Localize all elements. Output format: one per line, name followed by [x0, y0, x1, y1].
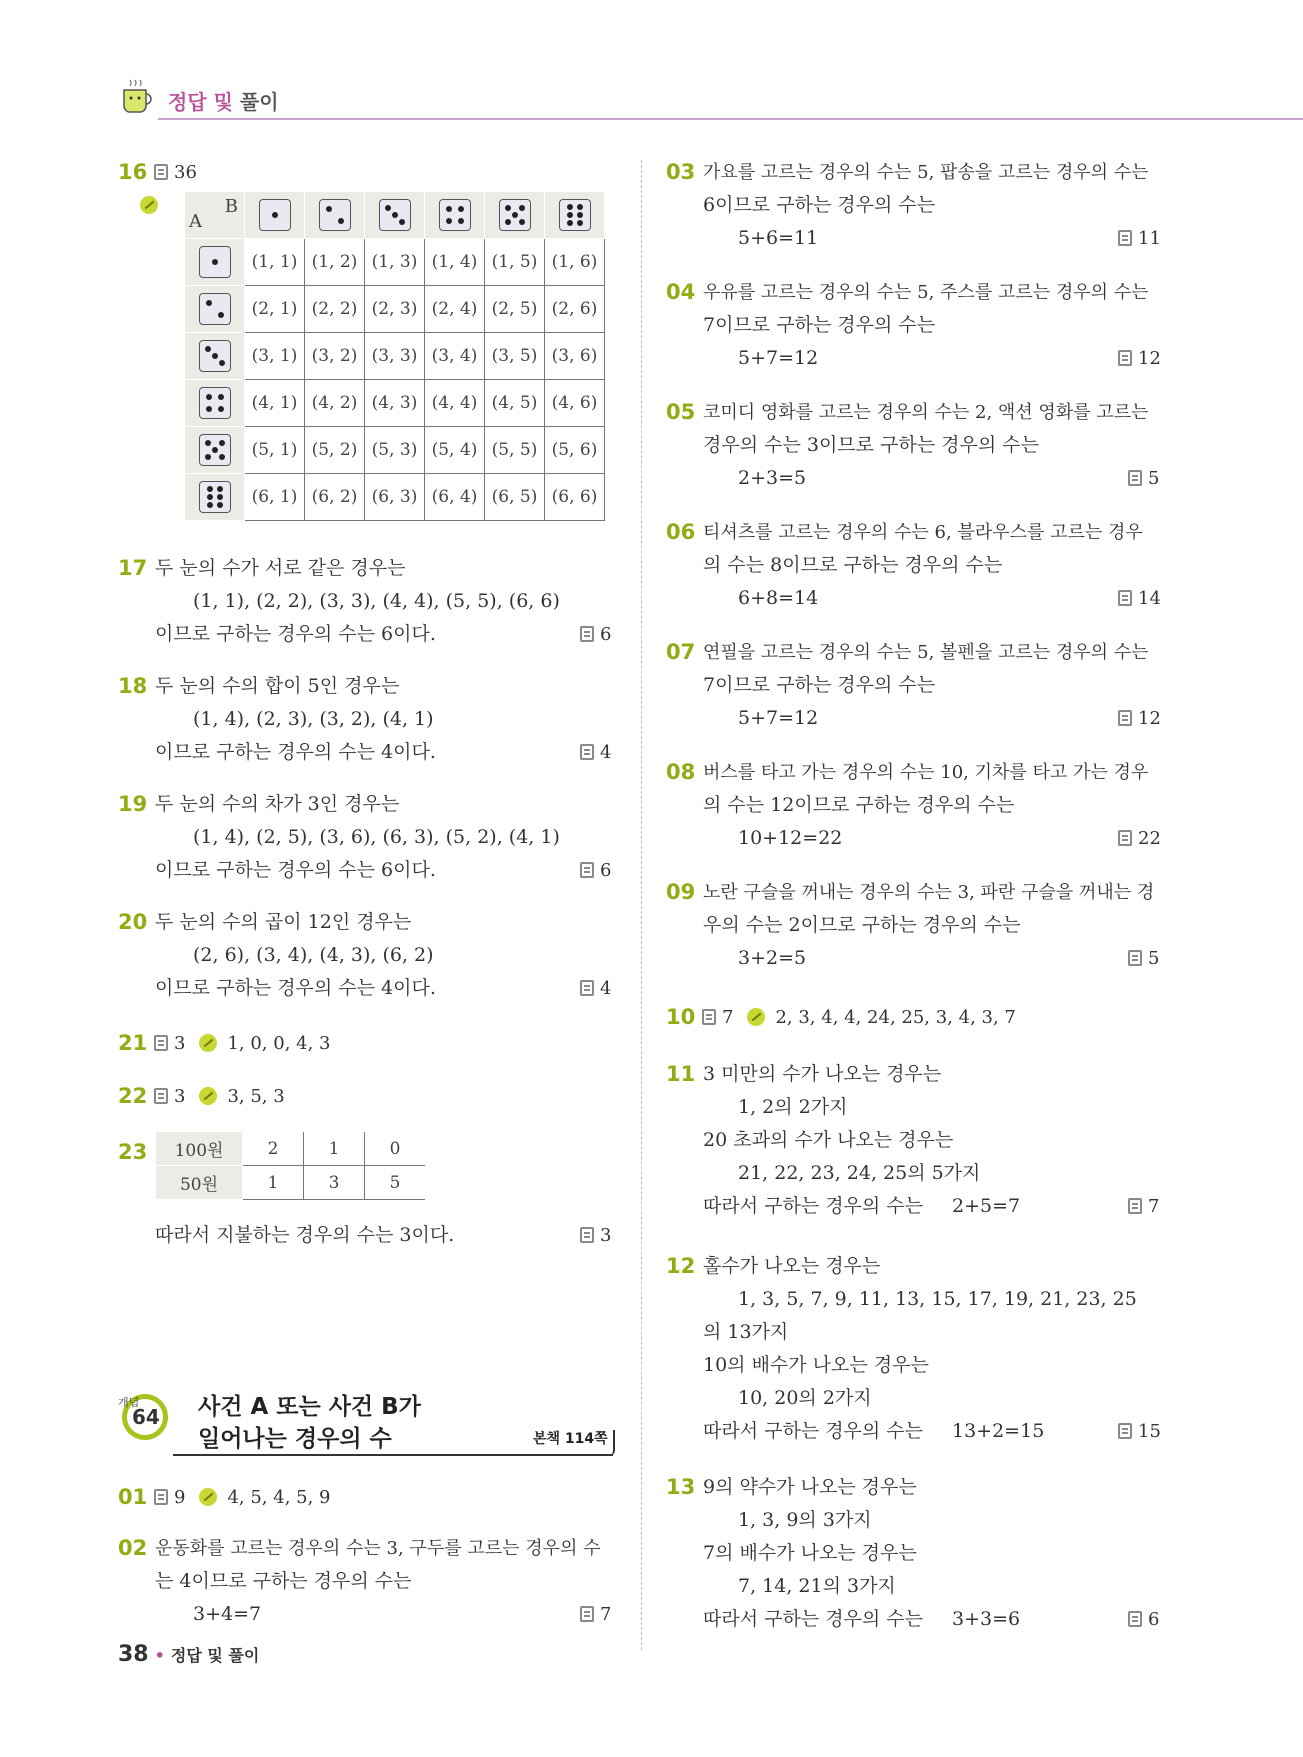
answer [580, 1219, 611, 1252]
answer-value: 7 [1148, 1196, 1160, 1217]
cup-icon [118, 76, 158, 116]
problem-number: 12 [666, 1254, 696, 1278]
die-1-icon [199, 246, 231, 278]
table-cell: (1, 3) [365, 239, 425, 286]
problem-number: 19 [118, 792, 148, 816]
col-header [305, 192, 365, 239]
concept-heading [118, 1380, 613, 1450]
problem-text: 7이므로 구하는 경우의 수는 [703, 314, 936, 336]
table-cell: (4, 5) [485, 380, 545, 427]
concept-label: 개념 [118, 1396, 140, 1409]
problem-text: 홀수가 나오는 경우는 [703, 1255, 881, 1277]
solution-work: 3, 5, 3 [227, 1086, 285, 1107]
problem-number: 23 [118, 1140, 148, 1164]
table-cell: 2 [243, 1132, 304, 1166]
equation: 3+2=5 [738, 947, 807, 969]
problem-13 [666, 1471, 1166, 1641]
header-title-part1: 정답 및 [168, 90, 233, 114]
die-6-icon [199, 481, 231, 513]
answer-icon [154, 1489, 168, 1505]
table-cell: (6, 2) [305, 474, 365, 521]
problem-number: 21 [118, 1031, 148, 1055]
answer-value: 12 [1138, 708, 1161, 729]
problem-text: 따라서 구하는 경우의 수는 [703, 1608, 924, 1630]
table-cell: (5, 6) [545, 427, 605, 474]
answer-icon [1128, 1198, 1142, 1214]
answer [580, 1598, 611, 1631]
table-cell: (4, 4) [425, 380, 485, 427]
solution-pen-icon [747, 1008, 765, 1026]
problem-02 [118, 1532, 618, 1632]
problem-text: 1, 3, 5, 7, 9, 11, 13, 15, 17, 19, 21, 23, 25 [738, 1288, 1137, 1310]
problem-number: 07 [666, 640, 696, 664]
table-cell: 1 [304, 1132, 365, 1166]
table-cell: (3, 6) [545, 333, 605, 380]
table-cell: (5, 3) [365, 427, 425, 474]
equation: 3+3=6 [952, 1608, 1021, 1630]
equation: 10+12=22 [738, 827, 843, 849]
table-cell: (4, 1) [245, 380, 305, 427]
table-cell: (6, 1) [245, 474, 305, 521]
answer [1118, 702, 1161, 735]
problem-number: 22 [118, 1084, 148, 1108]
coin-table [155, 1132, 425, 1200]
problem-text: 의 수는 12이므로 구하는 경우의 수는 [703, 794, 1015, 816]
answer-value: 6 [1148, 1609, 1160, 1630]
answer [1128, 1190, 1159, 1223]
problem-text: (1, 4), (2, 5), (3, 6), (6, 3), (5, 2), (4, 1) [193, 826, 560, 848]
table-cell: (6, 4) [425, 474, 485, 521]
table-cell: (1, 4) [425, 239, 485, 286]
answer-icon [1118, 830, 1132, 846]
concept-title-line1: 사건 A 또는 사건 B가 [198, 1394, 421, 1420]
header-rule [158, 118, 1303, 120]
table-cell: (5, 1) [245, 427, 305, 474]
problem-text: 두 눈의 수가 서로 같은 경우는 [155, 557, 406, 579]
table-cell: (6, 3) [365, 474, 425, 521]
problem-text: 이므로 구하는 경우의 수는 4이다. [155, 977, 436, 999]
problem-number: 08 [666, 760, 696, 784]
problem-text: 의 수는 8이므로 구하는 경우의 수는 [703, 554, 1003, 576]
problem-text: 버스를 타고 가는 경우의 수는 10, 기차를 타고 가는 경우 [703, 762, 1149, 783]
problem-03 [666, 156, 1166, 256]
problem-text: 우의 수는 2이므로 구하는 경우의 수는 [703, 914, 1021, 936]
problem-text: 가요를 고르는 경우의 수는 5, 팝송을 고르는 경우의 수는 [703, 162, 1149, 183]
page-number: 38 [118, 1642, 149, 1667]
textbook-reference: 본책 114쪽 [533, 1431, 608, 1447]
table-cell: (2, 3) [365, 286, 425, 333]
die-4-icon [439, 199, 471, 231]
problem-number: 04 [666, 280, 696, 304]
problem-number: 10 [666, 1005, 696, 1029]
corner-b-label: B [224, 196, 238, 217]
answer-value: 3 [174, 1086, 186, 1107]
answer-value: 36 [174, 162, 197, 183]
row-header [185, 427, 245, 474]
table-cell: (5, 4) [425, 427, 485, 474]
answer [1128, 462, 1159, 495]
problem-08 [666, 756, 1166, 856]
coin-label: 50원 [156, 1166, 243, 1200]
problem-text: 7, 14, 21의 3가지 [738, 1575, 896, 1597]
problem-text: 우유를 고르는 경우의 수는 5, 주스를 고르는 경우의 수는 [703, 282, 1149, 303]
coin-label: 100원 [156, 1132, 243, 1166]
problem-text: 1, 2의 2가지 [738, 1096, 848, 1118]
problem-number: 20 [118, 910, 148, 934]
answer [580, 854, 611, 887]
answer-icon [1118, 710, 1132, 726]
table-cell: (2, 2) [305, 286, 365, 333]
answer-icon [580, 862, 594, 878]
table-cell: 1 [243, 1166, 304, 1200]
answer [1118, 822, 1161, 855]
problem-17 [118, 552, 618, 652]
answer-icon [580, 744, 594, 760]
table-cell: (3, 5) [485, 333, 545, 380]
problem-text: 는 4이므로 구하는 경우의 수는 [155, 1570, 412, 1592]
answer-value: 6 [600, 624, 612, 645]
solution-work: 1, 0, 0, 4, 3 [227, 1033, 331, 1054]
concept-title-line2: 일어나는 경우의 수 [198, 1426, 392, 1452]
problem-text: 노란 구슬을 꺼내는 경우의 수는 3, 파란 구슬을 꺼내는 경 [703, 882, 1155, 903]
answer-value: 6 [600, 860, 612, 881]
row-header [185, 333, 245, 380]
problem-number: 03 [666, 160, 696, 184]
answer-value: 3 [174, 1033, 186, 1054]
problem-20 [118, 906, 618, 1006]
row-header [185, 239, 245, 286]
die-3-icon [199, 340, 231, 372]
row-header [185, 474, 245, 521]
problem-number: 09 [666, 880, 696, 904]
concept-bracket [609, 1430, 615, 1456]
table-cell: 5 [365, 1166, 426, 1200]
answer-icon [1128, 950, 1142, 966]
problem-number: 18 [118, 674, 148, 698]
problem-05 [666, 396, 1166, 496]
solution-work: 2, 3, 4, 4, 24, 25, 3, 4, 3, 7 [775, 1007, 1016, 1028]
die-5-icon [199, 434, 231, 466]
answer-value: 11 [1138, 228, 1161, 249]
answer-icon [1118, 1423, 1132, 1439]
col-header [365, 192, 425, 239]
table-cell: (2, 1) [245, 286, 305, 333]
problem-text: 두 눈의 수의 곱이 12인 경우는 [155, 911, 412, 933]
equation: 13+2=15 [952, 1420, 1045, 1442]
problem-number: 16 [118, 160, 148, 184]
problem-text: 연필을 고르는 경우의 수는 5, 볼펜을 고르는 경우의 수는 [703, 642, 1149, 663]
header-title-part2: 풀이 [239, 90, 279, 114]
die-4-icon [199, 387, 231, 419]
row-header [185, 286, 245, 333]
table-cell: (6, 6) [545, 474, 605, 521]
answer [154, 156, 197, 189]
answer-icon [1128, 470, 1142, 486]
problem-text: 이므로 구하는 경우의 수는 4이다. [155, 741, 436, 763]
problem-text: 따라서 지불하는 경우의 수는 3이다. [155, 1224, 455, 1246]
equation: 6+8=14 [738, 587, 819, 609]
problem-number: 06 [666, 520, 696, 544]
problem-text: 1, 3, 9의 3가지 [738, 1509, 872, 1531]
table-cell: (4, 3) [365, 380, 425, 427]
problem-07 [666, 636, 1166, 736]
answer-icon [1118, 350, 1132, 366]
dice-outcome-table [185, 192, 605, 521]
answer [580, 972, 611, 1005]
problem-number: 01 [118, 1485, 148, 1509]
table-cell: (6, 5) [485, 474, 545, 521]
problem-text: 이므로 구하는 경우의 수는 6이다. [155, 859, 436, 881]
table-cell: (3, 1) [245, 333, 305, 380]
die-1-icon [259, 199, 291, 231]
answer-value: 12 [1138, 348, 1161, 369]
answer [1128, 1603, 1159, 1636]
problem-text: (1, 1), (2, 2), (3, 3), (4, 4), (5, 5), (6, 6) [193, 590, 560, 612]
answer [1118, 222, 1161, 255]
answer [1118, 582, 1161, 615]
footer-bullet: • [154, 1646, 165, 1665]
problem-text: 경우의 수는 3이므로 구하는 경우의 수는 [703, 434, 1039, 456]
problem-06 [666, 516, 1166, 616]
solution-work: 4, 5, 4, 5, 9 [227, 1487, 331, 1508]
problem-text: 21, 22, 23, 24, 25의 5가지 [738, 1162, 981, 1184]
header-title [168, 86, 279, 115]
die-2-icon [199, 293, 231, 325]
problem-text: 이므로 구하는 경우의 수는 6이다. [155, 623, 436, 645]
answer-icon [1128, 1611, 1142, 1627]
die-5-icon [499, 199, 531, 231]
problem-18 [118, 670, 618, 770]
answer-value: 5 [1148, 468, 1160, 489]
problem-text: 운동화를 고르는 경우의 수는 3, 구두를 고르는 경우의 수 [155, 1538, 601, 1559]
table-corner [185, 192, 245, 239]
table-cell: (5, 2) [305, 427, 365, 474]
problem-number: 02 [118, 1536, 148, 1560]
problem-text: 10, 20의 2가지 [738, 1387, 872, 1409]
answer-icon [154, 164, 168, 180]
col-header [245, 192, 305, 239]
answer [154, 1027, 331, 1060]
answer-value: 9 [174, 1487, 186, 1508]
concept-underline [173, 1454, 613, 1456]
problem-12 [666, 1250, 1166, 1450]
table-cell: (3, 3) [365, 333, 425, 380]
answer [702, 1001, 1016, 1034]
column-divider [641, 160, 642, 1650]
problem-number: 13 [666, 1475, 696, 1499]
problem-number: 05 [666, 400, 696, 424]
problem-text: 20 초과의 수가 나오는 경우는 [703, 1129, 954, 1151]
equation: 5+7=12 [738, 707, 819, 729]
equation: 5+6=11 [738, 227, 819, 249]
table-cell: (5, 5) [485, 427, 545, 474]
answer-icon [580, 980, 594, 996]
answer-value: 7 [600, 1604, 612, 1625]
problem-19 [118, 788, 618, 888]
row-header [185, 380, 245, 427]
solution-pen-icon [140, 196, 158, 214]
problem-text: 9의 약수가 나오는 경우는 [703, 1476, 917, 1498]
die-6-icon [559, 199, 591, 231]
table-cell: (4, 6) [545, 380, 605, 427]
table-cell: (3, 4) [425, 333, 485, 380]
solution-pen-icon [199, 1488, 217, 1506]
table-cell: (1, 2) [305, 239, 365, 286]
problem-text: 두 눈의 수의 합이 5인 경우는 [155, 675, 400, 697]
col-header [485, 192, 545, 239]
answer-value: 3 [600, 1225, 612, 1246]
answer [1118, 342, 1161, 375]
problem-04 [666, 276, 1166, 376]
footer-label: 정답 및 풀이 [170, 1646, 260, 1665]
answer-icon [1118, 230, 1132, 246]
equation: 5+7=12 [738, 347, 819, 369]
problem-number: 11 [666, 1062, 696, 1086]
problem-text: 7의 배수가 나오는 경우는 [703, 1542, 917, 1564]
answer [1128, 942, 1159, 975]
answer-value: 7 [722, 1007, 734, 1028]
problem-text: 따라서 구하는 경우의 수는 [703, 1195, 924, 1217]
problem-text: 6이므로 구하는 경우의 수는 [703, 194, 936, 216]
page-footer [118, 1642, 259, 1667]
answer-icon [580, 1227, 594, 1243]
answer-value: 15 [1138, 1421, 1161, 1442]
solution-pen-icon [199, 1087, 217, 1105]
page-header [118, 76, 1303, 116]
answer [580, 736, 611, 769]
equation: 2+3=5 [738, 467, 807, 489]
answer [580, 618, 611, 651]
table-cell: (3, 2) [305, 333, 365, 380]
answer-icon [580, 626, 594, 642]
table-cell: (2, 5) [485, 286, 545, 333]
problem-text: (2, 6), (3, 4), (4, 3), (6, 2) [193, 944, 434, 966]
concept-number: 64 [132, 1405, 160, 1429]
table-cell: (1, 6) [545, 239, 605, 286]
problem-number: 17 [118, 556, 148, 580]
problem-text: (1, 4), (2, 3), (3, 2), (4, 1) [193, 708, 434, 730]
table-cell: 0 [365, 1132, 426, 1166]
problem-text: 7이므로 구하는 경우의 수는 [703, 674, 936, 696]
answer-icon [154, 1035, 168, 1051]
answer-icon [580, 1606, 594, 1622]
problem-text: 두 눈의 수의 차가 3인 경우는 [155, 793, 400, 815]
problem-text: 따라서 구하는 경우의 수는 [703, 1420, 924, 1442]
answer-value: 4 [600, 742, 612, 763]
solution-pen-icon [199, 1034, 217, 1052]
problem-text: 코미디 영화를 고르는 경우의 수는 2, 액션 영화를 고르는 [703, 402, 1149, 423]
equation: 3+4=7 [193, 1603, 262, 1625]
answer [1118, 1415, 1161, 1448]
answer-icon [154, 1088, 168, 1104]
problem-09 [666, 876, 1166, 976]
col-header [425, 192, 485, 239]
col-header [545, 192, 605, 239]
answer-value: 4 [600, 978, 612, 999]
problem-text: 의 13가지 [703, 1321, 789, 1343]
answer [154, 1080, 285, 1113]
problem-11 [666, 1058, 1166, 1228]
table-cell: (2, 6) [545, 286, 605, 333]
equation: 2+5=7 [952, 1195, 1021, 1217]
answer-value: 22 [1138, 828, 1161, 849]
answer-value: 14 [1138, 588, 1161, 609]
die-3-icon [379, 199, 411, 231]
table-cell: (4, 2) [305, 380, 365, 427]
table-cell: 3 [304, 1166, 365, 1200]
die-2-icon [319, 199, 351, 231]
answer-icon [702, 1009, 716, 1025]
problem-text: 10의 배수가 나오는 경우는 [703, 1354, 929, 1376]
table-cell: (1, 1) [245, 239, 305, 286]
answer-icon [1118, 590, 1132, 606]
answer [154, 1481, 331, 1514]
table-cell: (1, 5) [485, 239, 545, 286]
table-cell: (2, 4) [425, 286, 485, 333]
problem-text: 3 미만의 수가 나오는 경우는 [703, 1063, 942, 1085]
answer-value: 5 [1148, 948, 1160, 969]
problem-text: 티셔츠를 고르는 경우의 수는 6, 블라우스를 고르는 경우 [703, 522, 1143, 543]
corner-a-label: A [189, 211, 202, 232]
